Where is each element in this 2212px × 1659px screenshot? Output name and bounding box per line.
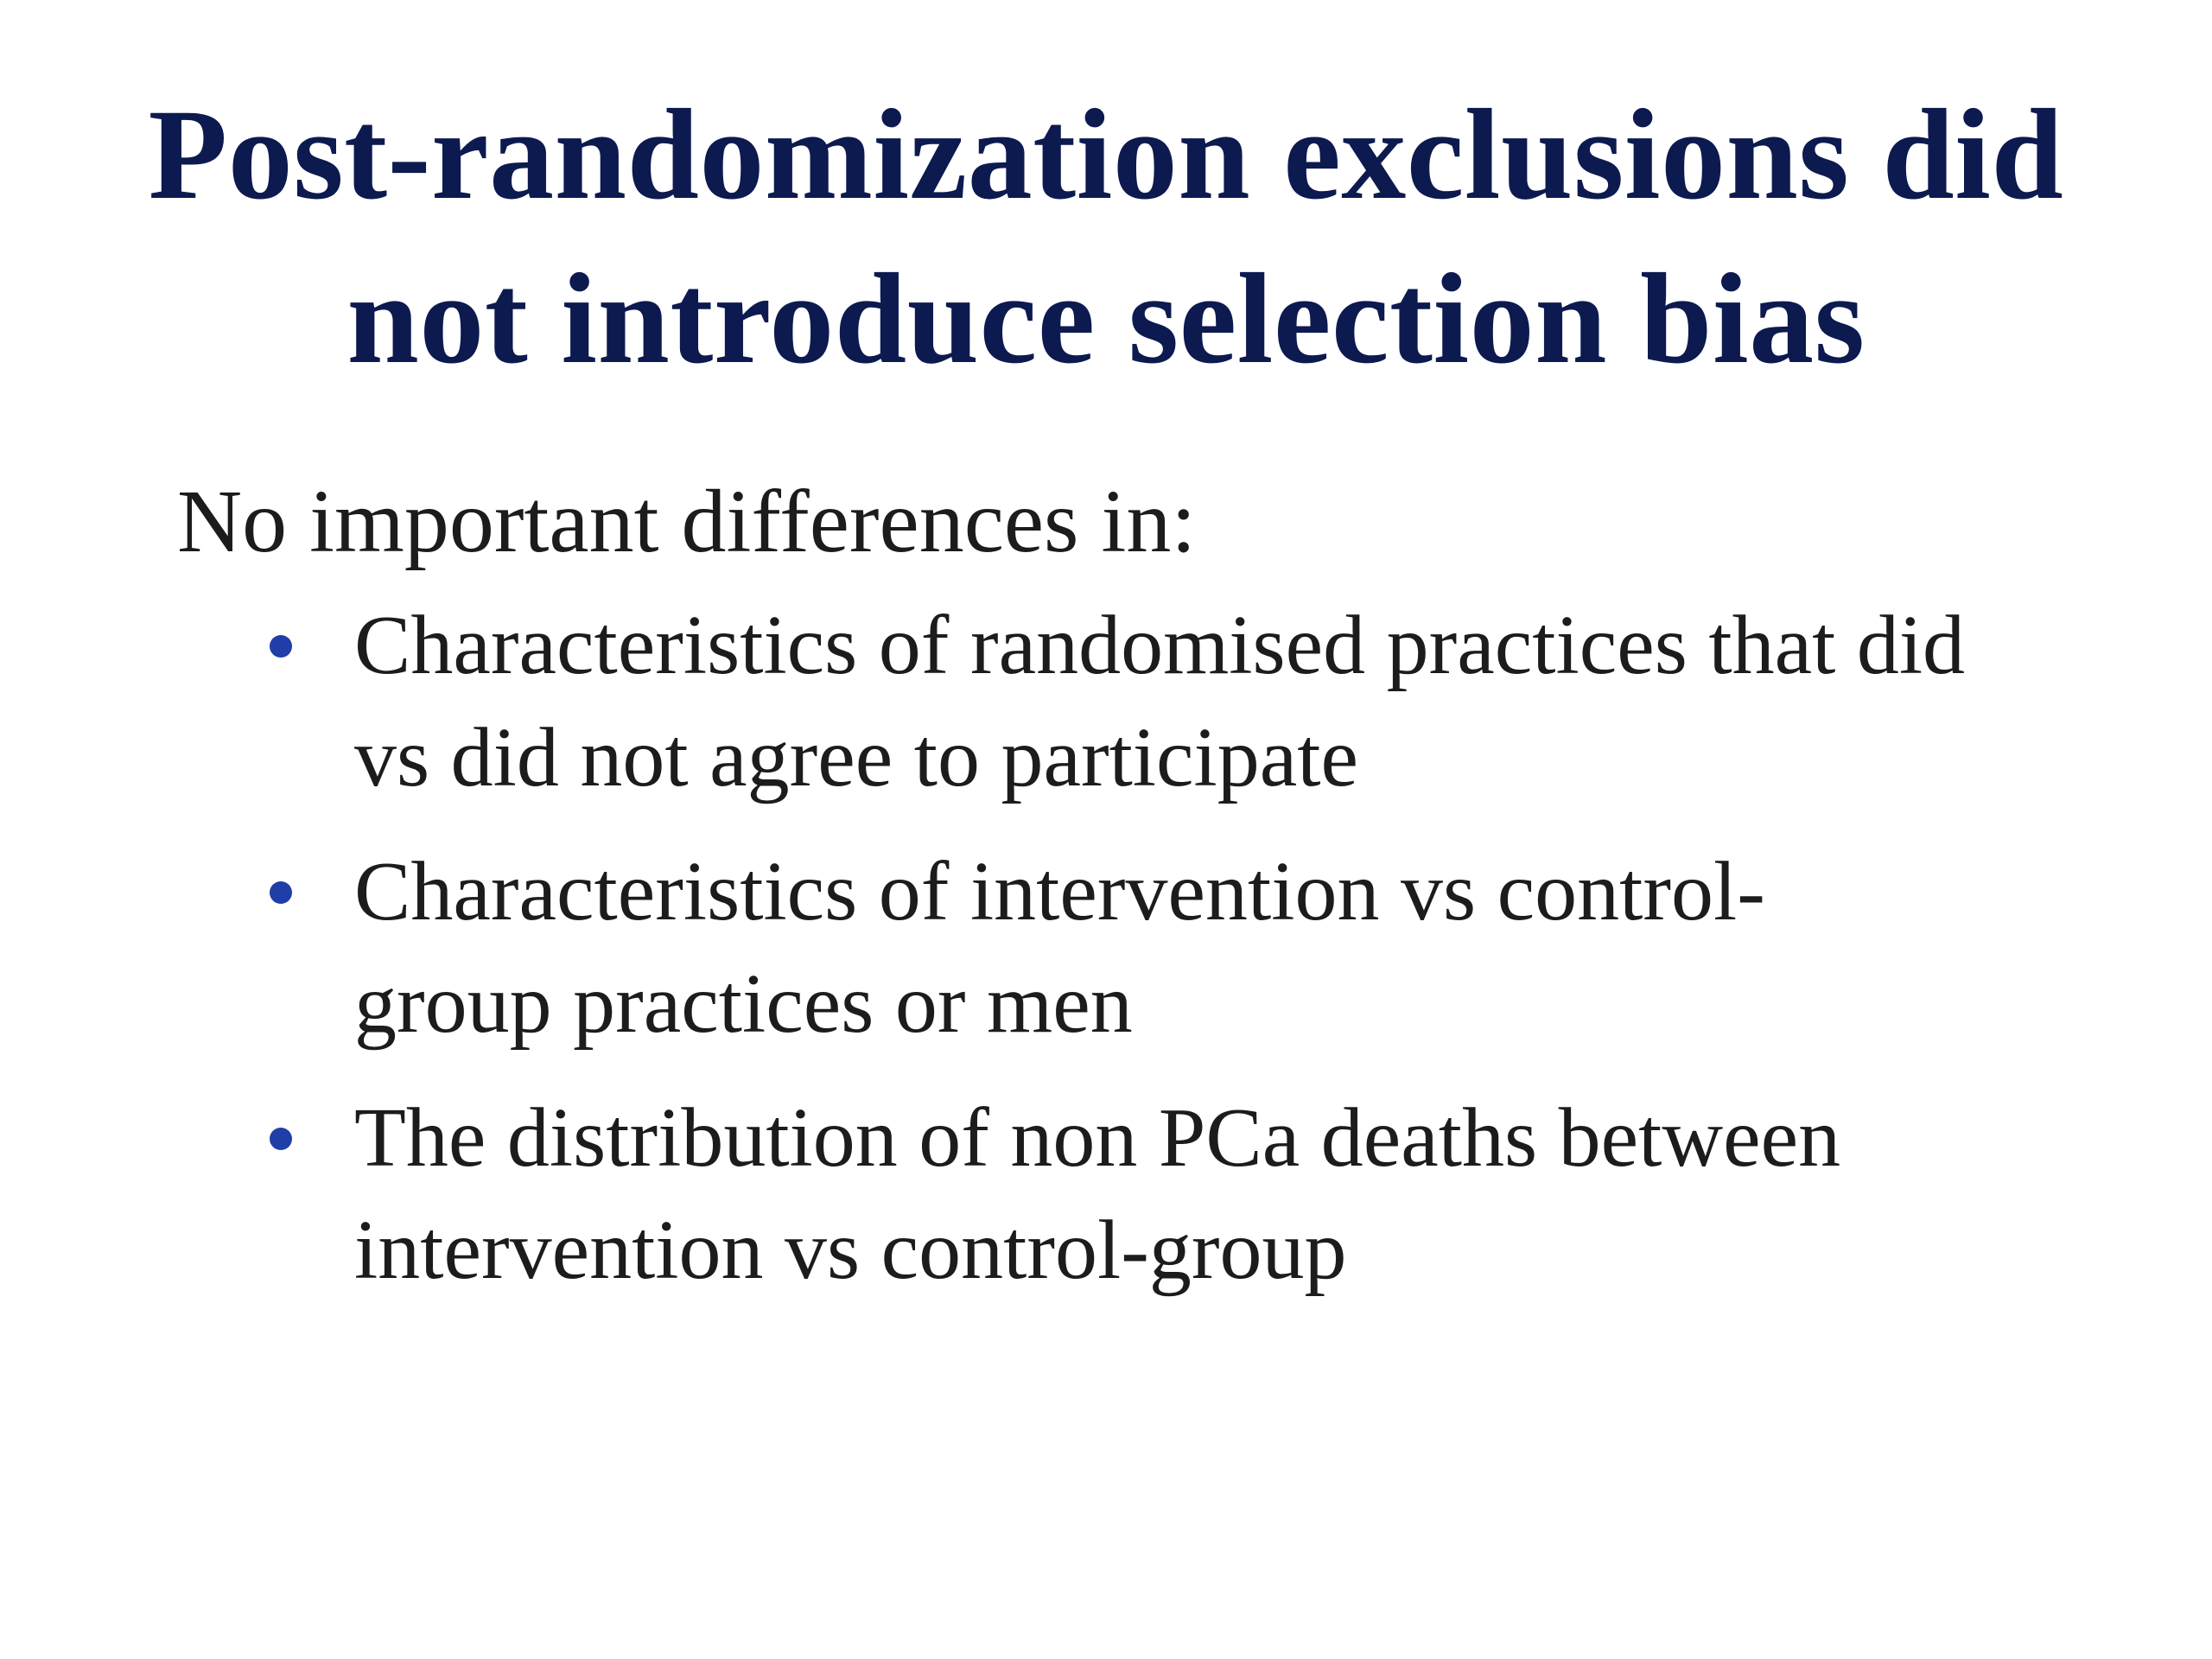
bullet-1-line-1: Characteristics of randomised practices that did xyxy=(354,599,1966,692)
bullet-2-line-2: group practices or men xyxy=(354,957,1133,1051)
bullet-dot-icon xyxy=(270,635,292,658)
slide-title xyxy=(0,73,2212,401)
bullet-dot-icon xyxy=(270,1128,292,1150)
bullet-1-line-2: vs did not agree to participate xyxy=(354,711,1358,804)
bullet-item-3 xyxy=(177,1082,2121,1306)
bullet-item-1 xyxy=(177,589,2121,814)
bullet-dot-icon xyxy=(270,881,292,904)
bullet-item-2 xyxy=(177,836,2121,1060)
intro-text: No important differences in: xyxy=(177,472,1197,571)
slide-body xyxy=(177,467,2121,1328)
slide-title-line-1: Post-randomization exclusions did xyxy=(148,83,2064,226)
slide-title-line-2: not introduce selection bias xyxy=(346,247,1866,391)
bullet-3-line-1: The distribution of non PCa deaths between xyxy=(354,1091,1841,1185)
bullet-list xyxy=(177,589,2121,1306)
bullet-3-line-2: intervention vs control-group xyxy=(354,1204,1347,1297)
bullet-2-line-1: Characteristics of intervention vs control- xyxy=(354,845,1765,938)
